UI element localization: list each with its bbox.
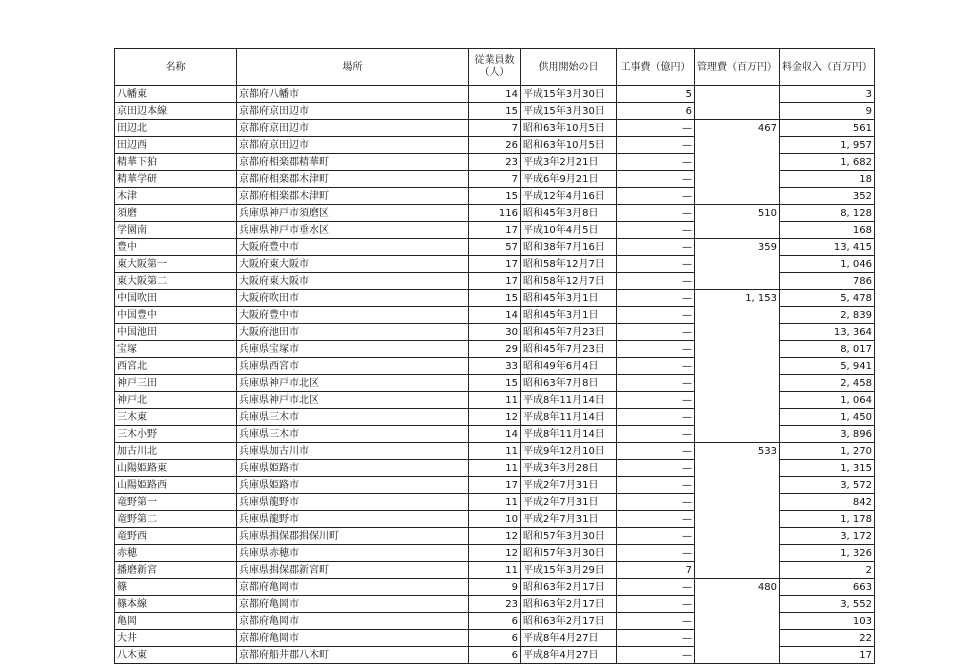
cell-name: 西宮北 [115,358,237,375]
table-row [115,137,875,154]
cell-employees: 6 [469,647,521,664]
cell-toll-revenue: 786 [780,273,875,290]
cell-toll-revenue: 2, 458 [780,375,875,392]
cell-employees: 23 [469,154,521,171]
cell-employees: 9 [469,579,521,596]
cell-management-cost [695,528,780,545]
cell-toll-revenue: 5, 941 [780,358,875,375]
cell-toll-revenue: 1, 270 [780,443,875,460]
cell-employees: 12 [469,409,521,426]
cell-employees: 17 [469,273,521,290]
table-row [115,341,875,358]
cell-management-cost [695,545,780,562]
cell-employees: 116 [469,205,521,222]
cell-start-date: 昭和45年3月1日 [521,290,617,307]
cell-location: 京都府相楽郡木津町 [237,188,469,205]
cell-start-date: 平成10年4月5日 [521,222,617,239]
cell-construction-cost: — [617,511,695,528]
header-location: 場所 [237,49,469,86]
cell-name: 豊中 [115,239,237,256]
cell-management-cost [695,562,780,579]
cell-management-cost [695,647,780,664]
cell-construction-cost: — [617,256,695,273]
table-row [115,426,875,443]
cell-name: 三木東 [115,409,237,426]
cell-management-cost [695,154,780,171]
cell-employees: 30 [469,324,521,341]
cell-location: 兵庫県三木市 [237,426,469,443]
cell-management-cost [695,375,780,392]
table-row [115,477,875,494]
header-construction-cost: 工事費（億円） [617,49,695,86]
cell-location: 兵庫県宝塚市 [237,341,469,358]
cell-start-date: 昭和45年3月8日 [521,205,617,222]
cell-name: 京田辺本線 [115,103,237,120]
table-row [115,596,875,613]
cell-name: 宝塚 [115,341,237,358]
cell-employees: 11 [469,443,521,460]
cell-location: 京都府船井郡八木町 [237,647,469,664]
cell-toll-revenue: 1, 957 [780,137,875,154]
cell-start-date: 平成9年12月10日 [521,443,617,460]
cell-employees: 29 [469,341,521,358]
cell-employees: 33 [469,358,521,375]
cell-name: 神戸北 [115,392,237,409]
cell-toll-revenue: 1, 682 [780,154,875,171]
cell-construction-cost: — [617,358,695,375]
toll-booth-table [114,48,875,664]
cell-name: 竜野西 [115,528,237,545]
cell-management-cost [695,392,780,409]
cell-management-cost [695,409,780,426]
cell-construction-cost: 7 [617,562,695,579]
header-name: 名称 [115,49,237,86]
cell-toll-revenue: 18 [780,171,875,188]
cell-employees: 7 [469,171,521,188]
cell-toll-revenue: 3, 552 [780,596,875,613]
cell-toll-revenue: 2 [780,562,875,579]
cell-name: 加古川北 [115,443,237,460]
cell-location: 京都府亀岡市 [237,630,469,647]
cell-location: 兵庫県三木市 [237,409,469,426]
table-row [115,494,875,511]
cell-employees: 14 [469,307,521,324]
cell-construction-cost: — [617,579,695,596]
cell-construction-cost: — [617,630,695,647]
cell-employees: 6 [469,613,521,630]
cell-management-cost: 467 [695,120,780,137]
cell-location: 京都府相楽郡精華町 [237,154,469,171]
table-row [115,171,875,188]
cell-construction-cost: 6 [617,103,695,120]
cell-name: 神戸三田 [115,375,237,392]
cell-location: 兵庫県神戸市北区 [237,392,469,409]
cell-name: 山陽姫路東 [115,460,237,477]
cell-employees: 11 [469,494,521,511]
table-row [115,443,875,460]
cell-start-date: 昭和57年3月30日 [521,528,617,545]
table-row [115,613,875,630]
table-row [115,307,875,324]
cell-toll-revenue: 22 [780,630,875,647]
cell-start-date: 平成2年7月31日 [521,494,617,511]
cell-location: 兵庫県加古川市 [237,443,469,460]
table-row [115,222,875,239]
cell-construction-cost: — [617,137,695,154]
cell-toll-revenue: 663 [780,579,875,596]
cell-management-cost [695,613,780,630]
cell-start-date: 昭和38年7月16日 [521,239,617,256]
cell-toll-revenue: 8, 017 [780,341,875,358]
cell-employees: 14 [469,426,521,443]
cell-location: 兵庫県揖保郡新宮町 [237,562,469,579]
header-employees: 従業員数（人） [469,49,521,86]
cell-employees: 12 [469,528,521,545]
cell-construction-cost: — [617,273,695,290]
cell-name: 東大阪第一 [115,256,237,273]
cell-start-date: 昭和63年7月8日 [521,375,617,392]
cell-construction-cost: — [617,460,695,477]
cell-location: 京都府亀岡市 [237,613,469,630]
cell-management-cost: 533 [695,443,780,460]
cell-management-cost: 1, 153 [695,290,780,307]
cell-location: 大阪府吹田市 [237,290,469,307]
cell-location: 京都府亀岡市 [237,579,469,596]
cell-employees: 12 [469,545,521,562]
cell-start-date: 昭和63年2月17日 [521,579,617,596]
cell-toll-revenue: 3 [780,86,875,103]
cell-toll-revenue: 561 [780,120,875,137]
cell-start-date: 昭和58年12月7日 [521,273,617,290]
table-row [115,647,875,664]
table-row [115,392,875,409]
cell-start-date: 平成2年7月31日 [521,477,617,494]
cell-employees: 11 [469,562,521,579]
cell-start-date: 平成8年4月27日 [521,647,617,664]
cell-construction-cost: — [617,307,695,324]
cell-name: 木津 [115,188,237,205]
cell-management-cost [695,426,780,443]
table-row [115,120,875,137]
cell-start-date: 平成12年4月16日 [521,188,617,205]
cell-start-date: 平成6年9月21日 [521,171,617,188]
table-row [115,188,875,205]
table-row [115,103,875,120]
cell-management-cost [695,358,780,375]
cell-location: 大阪府豊中市 [237,239,469,256]
cell-location: 兵庫県神戸市垂水区 [237,222,469,239]
cell-toll-revenue: 1, 178 [780,511,875,528]
cell-employees: 10 [469,511,521,528]
cell-toll-revenue: 13, 364 [780,324,875,341]
cell-name: 篠 [115,579,237,596]
cell-toll-revenue: 1, 064 [780,392,875,409]
cell-name: 中国吹田 [115,290,237,307]
header-start-date: 供用開始の日 [521,49,617,86]
cell-toll-revenue: 5, 478 [780,290,875,307]
cell-name: 東大阪第二 [115,273,237,290]
cell-employees: 15 [469,188,521,205]
cell-management-cost [695,460,780,477]
cell-start-date: 平成15年3月30日 [521,86,617,103]
cell-employees: 17 [469,222,521,239]
table-row [115,460,875,477]
cell-management-cost [695,477,780,494]
cell-location: 兵庫県揖保郡揖保川町 [237,528,469,545]
table-row [115,562,875,579]
table-row [115,528,875,545]
cell-employees: 17 [469,477,521,494]
cell-management-cost [695,341,780,358]
cell-name: 須磨 [115,205,237,222]
cell-toll-revenue: 1, 326 [780,545,875,562]
cell-name: 三木小野 [115,426,237,443]
cell-construction-cost: — [617,222,695,239]
table-row [115,154,875,171]
cell-toll-revenue: 352 [780,188,875,205]
cell-start-date: 昭和49年6月4日 [521,358,617,375]
cell-toll-revenue: 3, 896 [780,426,875,443]
cell-construction-cost: — [617,426,695,443]
table-row [115,273,875,290]
cell-start-date: 平成8年11月14日 [521,392,617,409]
cell-location: 京都府京田辺市 [237,137,469,154]
cell-management-cost [695,256,780,273]
cell-start-date: 平成3年2月21日 [521,154,617,171]
cell-management-cost [695,222,780,239]
cell-management-cost [695,494,780,511]
cell-toll-revenue: 842 [780,494,875,511]
cell-name: 篠本線 [115,596,237,613]
table-row [115,579,875,596]
cell-location: 兵庫県赤穂市 [237,545,469,562]
table-row [115,324,875,341]
table-body [115,86,875,664]
header-toll-revenue: 料金収入（百万円） [780,49,875,86]
cell-employees: 15 [469,375,521,392]
cell-employees: 15 [469,290,521,307]
cell-location: 京都府京田辺市 [237,103,469,120]
cell-toll-revenue: 8, 128 [780,205,875,222]
cell-construction-cost: — [617,647,695,664]
cell-management-cost [695,324,780,341]
cell-toll-revenue: 103 [780,613,875,630]
cell-name: 竜野第一 [115,494,237,511]
cell-start-date: 平成15年3月29日 [521,562,617,579]
cell-toll-revenue: 2, 839 [780,307,875,324]
cell-construction-cost: — [617,443,695,460]
cell-toll-revenue: 3, 572 [780,477,875,494]
cell-toll-revenue: 3, 172 [780,528,875,545]
header-row [115,49,875,86]
cell-location: 兵庫県神戸市北区 [237,375,469,392]
cell-start-date: 昭和45年3月1日 [521,307,617,324]
cell-management-cost [695,103,780,120]
cell-management-cost [695,596,780,613]
cell-toll-revenue: 9 [780,103,875,120]
table-row [115,86,875,103]
cell-construction-cost: — [617,239,695,256]
cell-name: 八木東 [115,647,237,664]
cell-employees: 11 [469,460,521,477]
cell-start-date: 平成8年4月27日 [521,630,617,647]
cell-management-cost [695,511,780,528]
cell-construction-cost: — [617,596,695,613]
cell-construction-cost: — [617,477,695,494]
cell-location: 大阪府東大阪市 [237,256,469,273]
cell-name: 中国池田 [115,324,237,341]
cell-construction-cost: — [617,290,695,307]
cell-employees: 23 [469,596,521,613]
cell-location: 兵庫県龍野市 [237,511,469,528]
cell-employees: 7 [469,120,521,137]
table-row [115,511,875,528]
cell-name: 精華学研 [115,171,237,188]
cell-management-cost [695,188,780,205]
cell-location: 大阪府東大阪市 [237,273,469,290]
cell-start-date: 昭和63年2月17日 [521,596,617,613]
header-management-cost: 管理費（百万円） [695,49,780,86]
table-row [115,239,875,256]
cell-start-date: 昭和45年7月23日 [521,341,617,358]
cell-location: 京都府京田辺市 [237,120,469,137]
cell-toll-revenue: 168 [780,222,875,239]
cell-location: 京都府相楽郡木津町 [237,171,469,188]
cell-start-date: 平成2年7月31日 [521,511,617,528]
cell-location: 大阪府豊中市 [237,307,469,324]
cell-management-cost [695,307,780,324]
cell-location: 兵庫県神戸市須磨区 [237,205,469,222]
cell-start-date: 昭和57年3月30日 [521,545,617,562]
cell-management-cost: 510 [695,205,780,222]
cell-location: 兵庫県西宮市 [237,358,469,375]
cell-location: 兵庫県姫路市 [237,460,469,477]
cell-start-date: 平成8年11月14日 [521,409,617,426]
cell-name: 田辺北 [115,120,237,137]
cell-toll-revenue: 1, 046 [780,256,875,273]
cell-start-date: 平成15年3月30日 [521,103,617,120]
cell-construction-cost: — [617,154,695,171]
cell-construction-cost: — [617,205,695,222]
table-row [115,256,875,273]
cell-employees: 57 [469,239,521,256]
cell-management-cost [695,171,780,188]
cell-name: 亀岡 [115,613,237,630]
cell-location: 兵庫県姫路市 [237,477,469,494]
cell-construction-cost: — [617,171,695,188]
cell-construction-cost: — [617,375,695,392]
cell-start-date: 平成3年3月28日 [521,460,617,477]
cell-name: 学園南 [115,222,237,239]
cell-construction-cost: — [617,613,695,630]
table-row [115,205,875,222]
table-row [115,375,875,392]
cell-construction-cost: — [617,324,695,341]
cell-management-cost [695,273,780,290]
cell-name: 田辺西 [115,137,237,154]
cell-name: 大井 [115,630,237,647]
cell-toll-revenue: 13, 415 [780,239,875,256]
cell-start-date: 昭和63年10月5日 [521,120,617,137]
cell-name: 八幡東 [115,86,237,103]
cell-construction-cost: — [617,528,695,545]
cell-toll-revenue: 17 [780,647,875,664]
cell-construction-cost: 5 [617,86,695,103]
cell-name: 精華下狛 [115,154,237,171]
cell-management-cost: 480 [695,579,780,596]
cell-location: 京都府八幡市 [237,86,469,103]
cell-location: 大阪府池田市 [237,324,469,341]
cell-construction-cost: — [617,545,695,562]
cell-name: 中国豊中 [115,307,237,324]
table-row [115,290,875,307]
cell-management-cost: 359 [695,239,780,256]
cell-location: 京都府亀岡市 [237,596,469,613]
cell-construction-cost: — [617,341,695,358]
cell-construction-cost: — [617,409,695,426]
table-row [115,409,875,426]
cell-name: 竜野第二 [115,511,237,528]
cell-start-date: 昭和63年2月17日 [521,613,617,630]
cell-management-cost [695,86,780,103]
cell-start-date: 昭和58年12月7日 [521,256,617,273]
cell-start-date: 昭和63年10月5日 [521,137,617,154]
cell-construction-cost: — [617,392,695,409]
cell-employees: 15 [469,103,521,120]
cell-toll-revenue: 1, 450 [780,409,875,426]
cell-start-date: 平成8年11月14日 [521,426,617,443]
cell-name: 播磨新宮 [115,562,237,579]
cell-name: 山陽姫路西 [115,477,237,494]
cell-location: 兵庫県龍野市 [237,494,469,511]
cell-construction-cost: — [617,494,695,511]
cell-toll-revenue: 1, 315 [780,460,875,477]
cell-start-date: 昭和45年7月23日 [521,324,617,341]
table-row [115,545,875,562]
cell-employees: 14 [469,86,521,103]
cell-employees: 11 [469,392,521,409]
cell-management-cost [695,137,780,154]
cell-name: 赤穂 [115,545,237,562]
cell-employees: 6 [469,630,521,647]
cell-construction-cost: — [617,120,695,137]
cell-construction-cost: — [617,188,695,205]
cell-employees: 17 [469,256,521,273]
table-row [115,358,875,375]
cell-employees: 26 [469,137,521,154]
